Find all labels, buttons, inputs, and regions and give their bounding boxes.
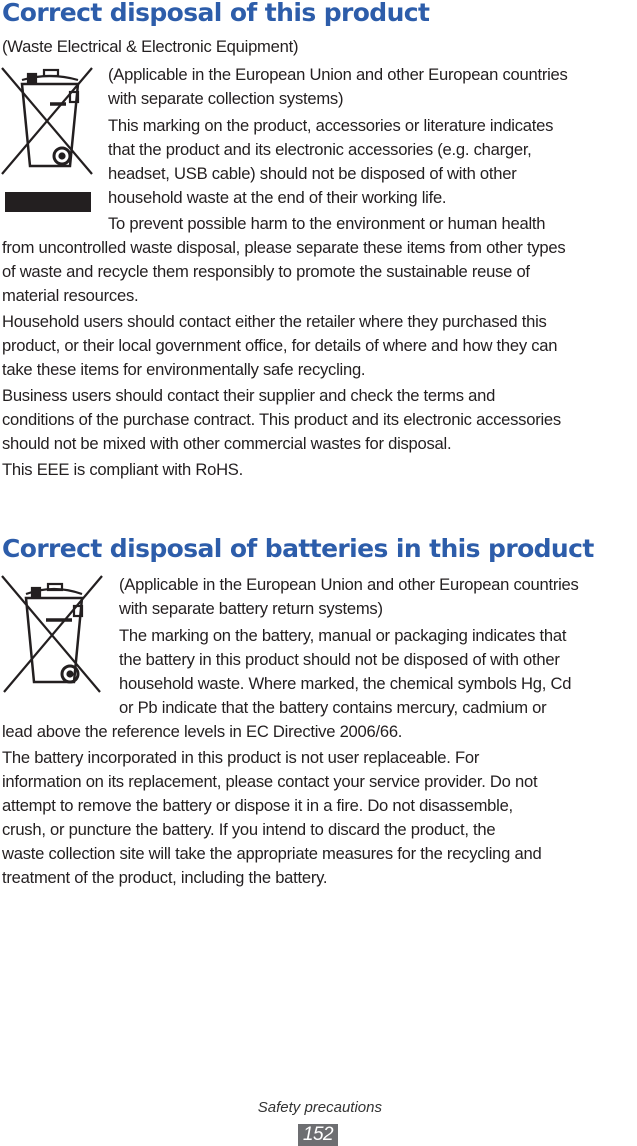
footer-section-label: Safety precautions bbox=[257, 1099, 382, 1116]
body-line: conditions of the purchase contract. This product and its electronic accessories bbox=[2, 410, 561, 429]
body-line: household waste at the end of their working life. bbox=[108, 188, 447, 207]
body-line: Business users should contact their supplier and check the terms and bbox=[2, 386, 496, 405]
body-line: information on its replacement, please contact your service provider. Do not bbox=[2, 772, 538, 791]
section-title-battery-disposal: Correct disposal of batteries in this product bbox=[2, 534, 594, 563]
body-line: should not be mixed with other commercial wastes for disposal. bbox=[2, 434, 452, 453]
crossed-out-bin-icon bbox=[0, 572, 110, 697]
body-line: or Pb indicate that the battery contains mercury, cadmium or bbox=[119, 698, 547, 717]
body-line: Household users should contact either the retailer where they purchased this bbox=[2, 312, 547, 331]
page-number: 152 bbox=[298, 1124, 338, 1146]
crossed-out-bin-icon bbox=[0, 62, 100, 222]
body-line: crush, or puncture the battery. If you intend to discard the product, the bbox=[2, 820, 496, 839]
body-line: To prevent possible harm to the environment or human health bbox=[108, 214, 546, 233]
body-line: The marking on the battery, manual or packaging indicates that bbox=[119, 626, 567, 645]
body-line: product, or their local government office, for details of where and how they can bbox=[2, 336, 558, 355]
rohs-compliance-line: This EEE is compliant with RoHS. bbox=[2, 460, 243, 479]
body-line: attempt to remove the battery or dispose it in a fire. Do not disassemble, bbox=[2, 796, 513, 815]
body-line: that the product and its electronic accessories (e.g. charger, bbox=[108, 140, 532, 159]
section-title-product-disposal: Correct disposal of this product bbox=[2, 0, 430, 27]
body-line: take these items for environmentally safe recycling. bbox=[2, 360, 366, 379]
body-line: This marking on the product, accessories or literature indicates bbox=[108, 116, 554, 135]
body-line: household waste. Where marked, the chemical symbols Hg, Cd bbox=[119, 674, 572, 693]
body-line: treatment of the product, including the battery. bbox=[2, 868, 328, 887]
section-subtitle: (Waste Electrical & Electronic Equipment) bbox=[2, 37, 299, 56]
body-line: from uncontrolled waste disposal, please separate these items from other types bbox=[2, 238, 566, 257]
body-line: lead above the reference levels in EC Directive 2006/66. bbox=[2, 722, 403, 741]
applicability-line-2: with separate collection systems) bbox=[108, 89, 344, 108]
body-line: waste collection site will take the appropriate measures for the recycling and bbox=[2, 844, 542, 863]
body-line: The battery incorporated in this product is not user replaceable. For bbox=[2, 748, 480, 767]
body-line: material resources. bbox=[2, 286, 139, 305]
applicability-line-1: (Applicable in the European Union and other European countries bbox=[119, 575, 579, 594]
applicability-line-1: (Applicable in the European Union and other European countries bbox=[108, 65, 568, 84]
body-line: the battery in this product should not be disposed of with other bbox=[119, 650, 560, 669]
body-line: headset, USB cable) should not be disposed of with other bbox=[108, 164, 517, 183]
applicability-line-2: with separate battery return systems) bbox=[119, 599, 383, 618]
body-line: of waste and recycle them responsibly to promote the sustainable reuse of bbox=[2, 262, 530, 281]
